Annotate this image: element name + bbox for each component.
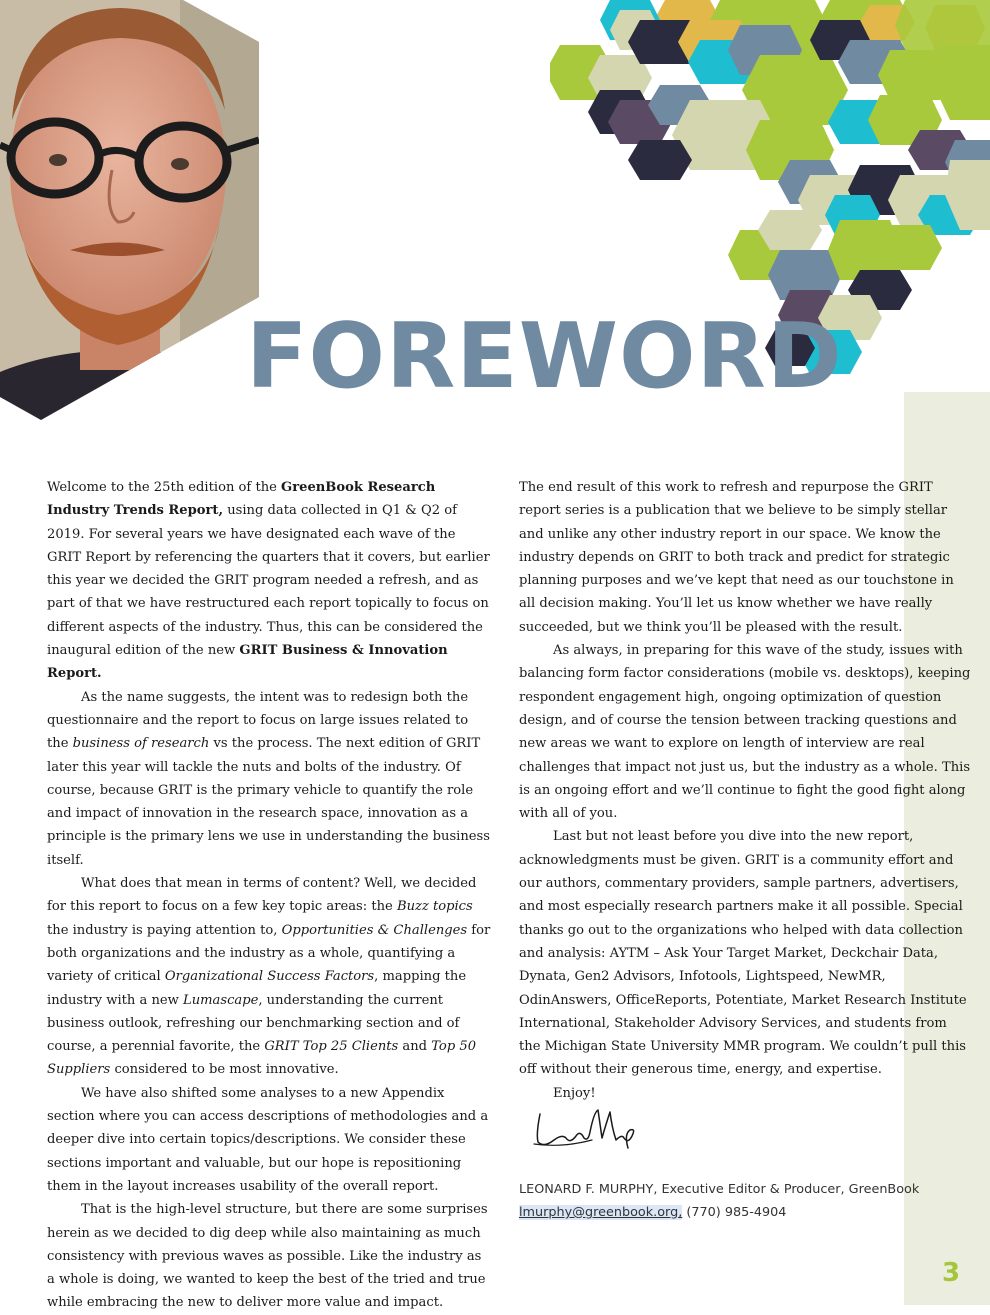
bold-text: GRIT Business & Innovation Report. xyxy=(47,643,448,682)
paragraph-end-result xyxy=(519,476,971,639)
text-run: using data collected in Q1 & Q2 of 2019. For several years we have designated each wave of the GRIT Report by referencing the quarters that it covers, but earlier this year we decided the GRIT program needed a refresh, and as part of that we have restructured each report topically to focus on different aspects of the industry. Thus, this can be considered the inaugural edition of the new xyxy=(47,503,490,659)
text-run: , mapping the industry with a new xyxy=(47,969,467,1008)
paragraph-enjoy xyxy=(519,1082,971,1105)
text-run: The end result of this work to refresh and repurpose the GRIT report series is a publication that we believe to be simply stellar and unlike any other industry report in our space. We know the industry depends on GRIT to both track and predict for strategic planning purposes and we’ve kept that need as our touchstone in all decision making. You’ll let us know whether we have really succeeded, but we think you’ll be pleased with the result. xyxy=(519,480,954,635)
left-column xyxy=(47,476,493,1315)
paragraph-content xyxy=(47,872,493,1082)
text-run: Welcome to the 25th edition of the xyxy=(47,480,282,495)
text-run: As the name suggests, the intent was to redesign both the questionnaire and the report to focus on large issues related to the xyxy=(47,689,469,752)
right-column xyxy=(519,476,971,1105)
paragraph-challenges xyxy=(519,639,971,825)
author-line xyxy=(519,1178,919,1201)
page-number: 3 xyxy=(942,1258,961,1288)
email-link[interactable]: lmurphy@greenbook.org, xyxy=(519,1205,683,1220)
text-run: , understanding the current business outlook, refreshing our benchmarking section and of course, a perennial favorite, the xyxy=(47,992,460,1055)
italic-text: business of research xyxy=(72,736,210,752)
paragraph-structure xyxy=(47,1198,493,1314)
text-run: the industry is paying attention to, xyxy=(47,922,282,938)
text-run: We have also shifted some analyses to a new Appendix section where you can access descriptions of methodologies and a deeper dive into certain topics/descriptions. We consider these sections important and valuable, but our hope is repositioning them in the layout increases usability of the overall report. xyxy=(47,1085,489,1194)
italic-text: Lumascape xyxy=(183,992,259,1008)
italic-text: Organizational Success Factors xyxy=(164,969,375,985)
italic-text: GRIT Top 25 Clients xyxy=(264,1039,399,1055)
paragraph-intent xyxy=(47,686,493,872)
handwritten-signature xyxy=(532,1104,640,1152)
text-run: and xyxy=(398,1039,432,1055)
author-role: Executive Editor & Producer, GreenBook xyxy=(657,1182,920,1197)
text-run: vs the process. The next edition of GRIT later this year will tackle the nuts and bolts of the industry. Of course, because GRIT is the primary vehicle to quantify the role and impact of innovation in the research space, innovation as a principle is the primary lens we use in understanding the business itself. xyxy=(47,736,490,868)
italic-text: Buzz topics xyxy=(396,899,473,915)
text-run: What does that mean in terms of content? Well, we decided for this report to focus on a few key topic areas: the xyxy=(47,876,477,915)
text-run: Last but not least before you dive into the new report, acknowledgments must be given. GRIT is a community effort and our authors, commentary providers, sample partners, advertisers, and most especially research partners make it all possible. Special thanks go out to the organizations who helped with data collection and analysis: AYTM – Ask Your Target Market, Deckchair Data, Dynata, Gen2 Advisors, Infotools, Lightspeed, NewMR, OdinAnswers, OfficeReports, Potentiate, Market Research Institute International, Stakeholder Advisory Services, and students from the Michigan State University MMR program. We couldn’t pull this off without their generous time, energy, and expertise. xyxy=(519,829,967,1078)
text-run: As always, in preparing for this wave of the study, issues with balancing form factor considerations (mobile vs. desktops), keeping respondent engagement high, ongoing optimization of question design, and of course the tension between tracking questions and new areas we want to explore on length of interview are real challenges that impact not just us, but the industry as a whole. This is an ongoing effort and we’ll continue to fight the good fight along with all of you. xyxy=(519,643,971,822)
signature-block xyxy=(519,1178,919,1224)
paragraph-appendix xyxy=(47,1082,493,1198)
bold-text: GreenBook Research Industry Trends Report, xyxy=(47,480,436,519)
paragraph-intro xyxy=(47,476,493,686)
italic-text: Opportunities & Challenges xyxy=(281,922,468,938)
author-name: LEONARD F. MURPHY, xyxy=(519,1182,658,1197)
paragraph-acknowledgments xyxy=(519,825,971,1081)
text-run: That is the high-level structure, but there are some surprises herein as we decided to dig deep while also maintaining as much consistency with previous waves as possible. Like the industry as a whole is doing, we wanted to keep the best of the tried and true while embracing the new to deliver more value and impact. xyxy=(47,1202,488,1311)
contact-line xyxy=(519,1201,919,1224)
phone-number: (770) 985-4904 xyxy=(682,1205,787,1220)
italic-text: Top 50 Suppliers xyxy=(47,1039,477,1078)
author-photo xyxy=(0,0,260,420)
text-run: considered to be most innovative. xyxy=(110,1062,339,1078)
text-run: Enjoy! xyxy=(553,1085,596,1101)
page-title: FOREWORD xyxy=(246,304,843,409)
text-run: for both organizations and the industry as a whole, quantifying a variety of critical xyxy=(47,922,491,985)
